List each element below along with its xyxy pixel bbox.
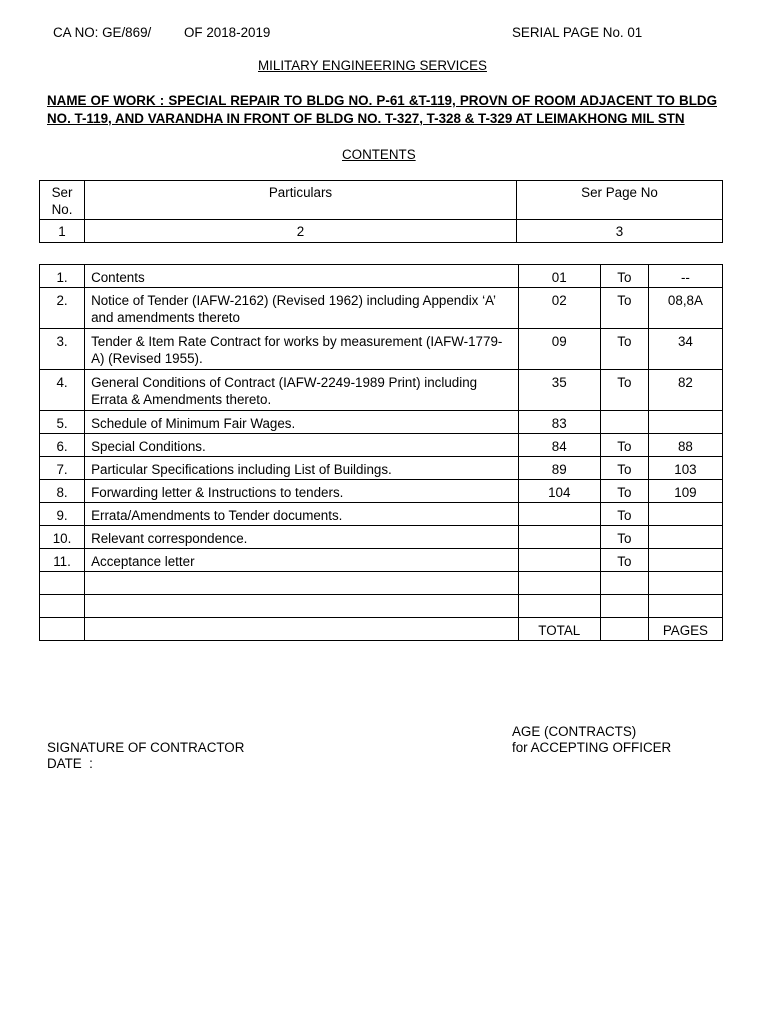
name-of-work: NAME OF WORK : SPECIAL REPAIR TO BLDG NO. P-61 &T-119, PROVN OF ROOM ADJACENT TO BLDG NO. T-119, AND VARANDHA IN FRONT OF BLDG NO. T-327, T-328 & T-329 AT LEIMAKHONG MIL STN	[47, 93, 717, 126]
table-row	[40, 526, 723, 549]
row-to-page: --	[648, 265, 722, 288]
contractor-signature: SIGNATURE OF CONTRACTOR	[47, 740, 245, 755]
row-ser: 4.	[40, 370, 85, 411]
table-row	[40, 480, 723, 503]
row-to-page: 82	[648, 370, 722, 411]
row-particulars: Errata/Amendments to Tender documents.	[85, 503, 519, 526]
row-to-page: 88	[648, 434, 722, 457]
row-to-label: To	[600, 457, 648, 480]
contents-table	[39, 264, 723, 641]
row-from-page: 09	[518, 329, 600, 370]
row-from-page: 02	[518, 288, 600, 329]
table-row-total	[40, 618, 723, 641]
accepting-officer: for ACCEPTING OFFICER	[512, 740, 672, 755]
row-ser: 10.	[40, 526, 85, 549]
row-from-page: 89	[518, 457, 600, 480]
header-ser-page-no: Ser Page No	[517, 181, 723, 220]
total-label: TOTAL	[518, 618, 600, 641]
row-to-label: To	[600, 549, 648, 572]
row-particulars: Tender & Item Rate Contract for works by measurement (IAFW-1779-A) (Revised 1955).	[85, 329, 519, 370]
table-row	[40, 265, 723, 288]
row-ser: 11.	[40, 549, 85, 572]
row-to-page	[648, 526, 722, 549]
row-particulars: General Conditions of Contract (IAFW-2249-1989 Print) including Errata & Amendments thereto.	[85, 370, 519, 411]
table-row	[40, 288, 723, 329]
row-to-page: 109	[648, 480, 722, 503]
row-ser: 2.	[40, 288, 85, 329]
row-particulars: Notice of Tender (IAFW-2162) (Revised 1962) including Appendix ‘A’ and amendments thereto	[85, 288, 519, 329]
pages-label: PAGES	[648, 618, 722, 641]
row-from-page	[518, 549, 600, 572]
row-ser: 8.	[40, 480, 85, 503]
row-particulars: Particular Specifications including List of Buildings.	[85, 457, 519, 480]
table-row-empty	[40, 572, 723, 595]
contents-title: CONTENTS	[342, 147, 416, 162]
table-row	[40, 457, 723, 480]
row-from-page: 01	[518, 265, 600, 288]
column-header-table	[39, 180, 723, 243]
row-to-label: To	[600, 503, 648, 526]
header-ser-no: Ser No.	[40, 181, 85, 220]
table-row	[40, 370, 723, 411]
row-particulars: Acceptance letter	[85, 549, 519, 572]
header-particulars: Particulars	[85, 181, 517, 220]
table-row-empty	[40, 595, 723, 618]
ca-number: CA NO: GE/869/	[53, 25, 152, 40]
table-row	[40, 329, 723, 370]
row-to-page	[648, 549, 722, 572]
row-particulars: Schedule of Minimum Fair Wages.	[85, 411, 519, 434]
row-to-page: 103	[648, 457, 722, 480]
row-ser: 1.	[40, 265, 85, 288]
row-from-page: 84	[518, 434, 600, 457]
row-ser: 3.	[40, 329, 85, 370]
row-to-page	[648, 503, 722, 526]
row-to-page	[648, 411, 722, 434]
row-from-page	[518, 503, 600, 526]
row-to-label: To	[600, 434, 648, 457]
row-from-page: 83	[518, 411, 600, 434]
row-from-page	[518, 526, 600, 549]
header-col-number-3: 3	[517, 220, 723, 243]
row-particulars: Relevant correspondence.	[85, 526, 519, 549]
row-to-label: To	[600, 370, 648, 411]
row-particulars: Contents	[85, 265, 519, 288]
table-row	[40, 503, 723, 526]
row-ser: 5.	[40, 411, 85, 434]
row-to-label	[600, 411, 648, 434]
row-to-page: 08,8A	[648, 288, 722, 329]
header-col-number-2: 2	[85, 220, 517, 243]
contract-year: OF 2018-2019	[184, 25, 271, 40]
serial-page-number: SERIAL PAGE No. 01	[512, 25, 643, 40]
table-row	[40, 434, 723, 457]
row-particulars: Forwarding letter & Instructions to tenders.	[85, 480, 519, 503]
organization-title: MILITARY ENGINEERING SERVICES	[258, 58, 487, 73]
age-contracts: AGE (CONTRACTS)	[512, 724, 637, 739]
row-ser: 7.	[40, 457, 85, 480]
table-row	[40, 549, 723, 572]
row-to-label: To	[600, 329, 648, 370]
row-ser: 9.	[40, 503, 85, 526]
date-label: DATE :	[47, 756, 93, 771]
row-to-label: To	[600, 480, 648, 503]
row-from-page: 35	[518, 370, 600, 411]
row-ser: 6.	[40, 434, 85, 457]
header-col-number-1: 1	[40, 220, 85, 243]
row-to-page: 34	[648, 329, 722, 370]
table-row	[40, 411, 723, 434]
row-to-label: To	[600, 288, 648, 329]
row-from-page: 104	[518, 480, 600, 503]
row-to-label: To	[600, 526, 648, 549]
row-to-label: To	[600, 265, 648, 288]
row-particulars: Special Conditions.	[85, 434, 519, 457]
